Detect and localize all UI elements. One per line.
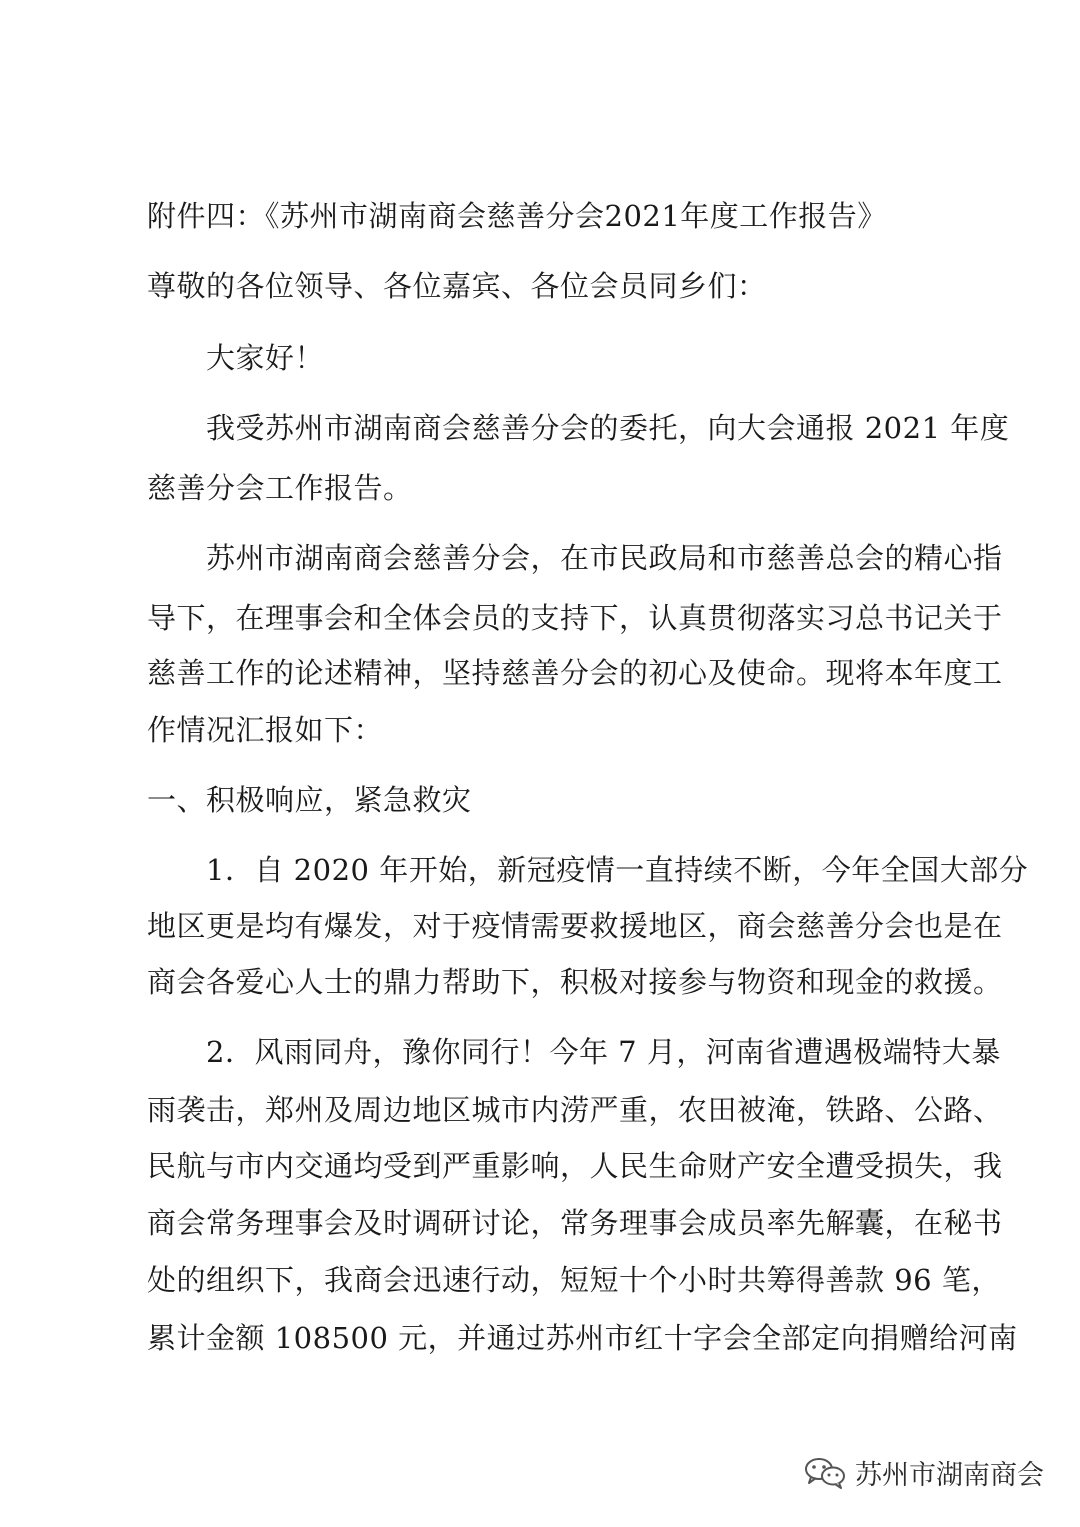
item-1-line: 商会各爱心人士的鼎力帮助下，积极对接参与物资和现金的救援。 [147, 965, 1003, 999]
watermark [803, 1452, 1044, 1492]
paragraph-line: 导下，在理事会和全体会员的支持下，认真贯彻落实习总书记关于 [147, 601, 1003, 635]
item-2-line: 民航与市内交通均受到严重影响，人民生命财产安全遭受损失，我 [147, 1149, 1003, 1183]
intro-line: 慈善分会工作报告。 [147, 471, 413, 505]
item-1-line: 1．自 2020 年开始，新冠疫情一直持续不断，今年全国大部分 [206, 853, 1029, 887]
paragraph-line: 作情况汇报如下： [147, 713, 384, 747]
paragraph-line: 慈善工作的论述精神，坚持慈善分会的初心及使命。现将本年度工 [147, 656, 1003, 690]
item-2-line: 雨袭击，郑州及周边地区城市内涝严重，农田被淹，铁路、公路、 [147, 1093, 1003, 1127]
greeting: 大家好！ [206, 341, 325, 375]
item-2-line: 商会常务理事会及时调研讨论，常务理事会成员率先解囊，在秘书 [147, 1206, 1003, 1240]
salutation: 尊敬的各位领导、各位嘉宾、各位会员同乡们： [147, 269, 767, 303]
item-1-line: 地区更是均有爆发，对于疫情需要救援地区，商会慈善分会也是在 [147, 909, 1003, 943]
intro-line: 我受苏州市湖南商会慈善分会的委托，向大会通报 2021 年度 [206, 411, 1010, 445]
watermark-text: 苏州市湖南商会 [855, 1459, 1044, 1491]
item-2-line: 累计金额 108500 元，并通过苏州市红十字会全部定向捐赠给河南 [147, 1321, 1018, 1355]
paragraph-line: 苏州市湖南商会慈善分会，在市民政局和市慈善总会的精心指 [206, 541, 1003, 575]
wechat-icon [803, 1455, 847, 1489]
attachment-title: 附件四：《苏州市湖南商会慈善分会2021年度工作报告》 [147, 199, 887, 233]
item-2-line: 处的组织下，我商会迅速行动，短短十个小时共筹得善款 96 笔， [147, 1263, 1001, 1297]
section-heading: 一、积极响应，紧急救灾 [147, 783, 472, 817]
item-2-line: 2．风雨同舟，豫你同行！今年 7 月，河南省遭遇极端特大暴 [206, 1035, 1001, 1069]
